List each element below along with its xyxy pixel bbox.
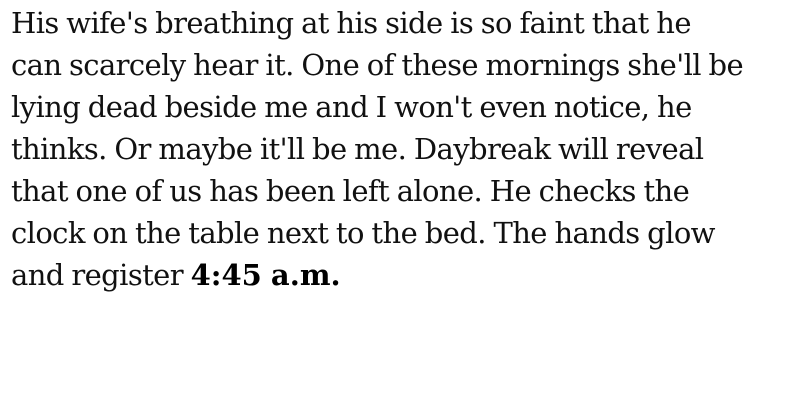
passage-line-6: clock on the table next to the bed. The hands glow xyxy=(11,216,715,250)
passage-line-7-text: and register xyxy=(11,258,191,292)
passage-line-4: thinks. Or maybe it'll be me. Daybreak will reveal xyxy=(11,132,704,166)
passage-line-1: His wife's breathing at his side is so faint that he xyxy=(11,6,691,40)
passage-line-5: that one of us has been left alone. He checks the xyxy=(11,174,690,208)
passage-text-block xyxy=(11,2,791,296)
passage-line-7 xyxy=(11,254,791,296)
highlighted-time: 4:45 a.m. xyxy=(190,258,341,292)
passage-line-2: can scarcely hear it. One of these mornings she'll be xyxy=(11,48,744,82)
passage-line-3: lying dead beside me and I won't even notice, he xyxy=(11,90,692,124)
